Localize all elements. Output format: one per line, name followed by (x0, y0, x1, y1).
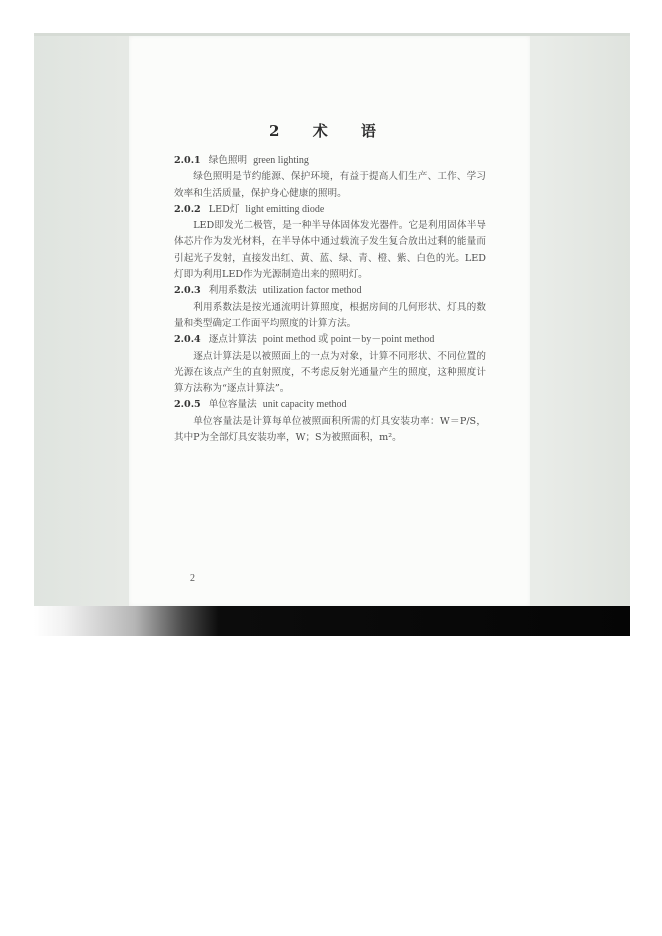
document-page (129, 36, 530, 606)
section-term: 逐点计算法 (208, 334, 257, 346)
section-number: 2.0.5 (174, 399, 201, 411)
section-number: 2.0.2 (174, 203, 201, 215)
page-content (174, 153, 486, 446)
section-number: 2.0.4 (174, 334, 201, 346)
section-text: 逐点计算法是以被照面上的一点为对象，计算不同形状、不同位置的光源在该点产生的直射照度，不考虑反射光通量产生的照度，这种照度计算方法称为“逐点计算法”。 (174, 350, 486, 395)
section-term: LED灯 (208, 203, 240, 215)
section-heading (174, 153, 486, 169)
section-number: 2.0.3 (174, 285, 201, 297)
section-text: 绿色照明是节约能源、保护环境，有益于提高人们生产、工作、学习效率和生活质量，保护身心健康的照明。 (174, 171, 486, 199)
section-english: point method 或 point－by－point method (262, 334, 435, 346)
section-english: unit capacity method (262, 399, 347, 411)
section-text: 利用系数法是按光通流明计算照度，根据房间的几何形状、灯具的数量和类型确定工作面平均照度的计算方法。 (174, 301, 486, 329)
section-heading (174, 397, 486, 413)
section-text: LED即发光二极管，是一种半导体固体发光器件。它是利用固体半导体芯片作为发光材料，在半导体中通过载流子发生复合放出过剩的能量而引起光子发射，直接发出红、黄、蓝、绿、青、橙、紫、白色的光。LED灯即为利用LED作为光源制造出来的照明灯。 (174, 220, 486, 281)
page-number: 2 (190, 573, 195, 584)
section-number: 2.0.1 (174, 155, 201, 166)
chapter-title: 2 术 语 (269, 122, 390, 140)
section-text: 单位容量法是计算每单位被照面积所需的灯具安装功率：W＝P/S，其中P为全部灯具安装功率，W；S为被照面积，m²。 (174, 415, 486, 444)
section-term: 利用系数法 (208, 285, 257, 297)
section-english: green lighting (253, 155, 309, 166)
section-english: light emitting diode (245, 203, 325, 215)
section-term: 单位容量法 (208, 399, 257, 411)
section-english: utilization factor method (262, 285, 362, 297)
section-heading (174, 202, 486, 218)
section-heading (174, 283, 486, 299)
section-term: 绿色照明 (208, 155, 248, 166)
scan-bottom-shadow (34, 606, 630, 636)
section-heading (174, 332, 486, 348)
